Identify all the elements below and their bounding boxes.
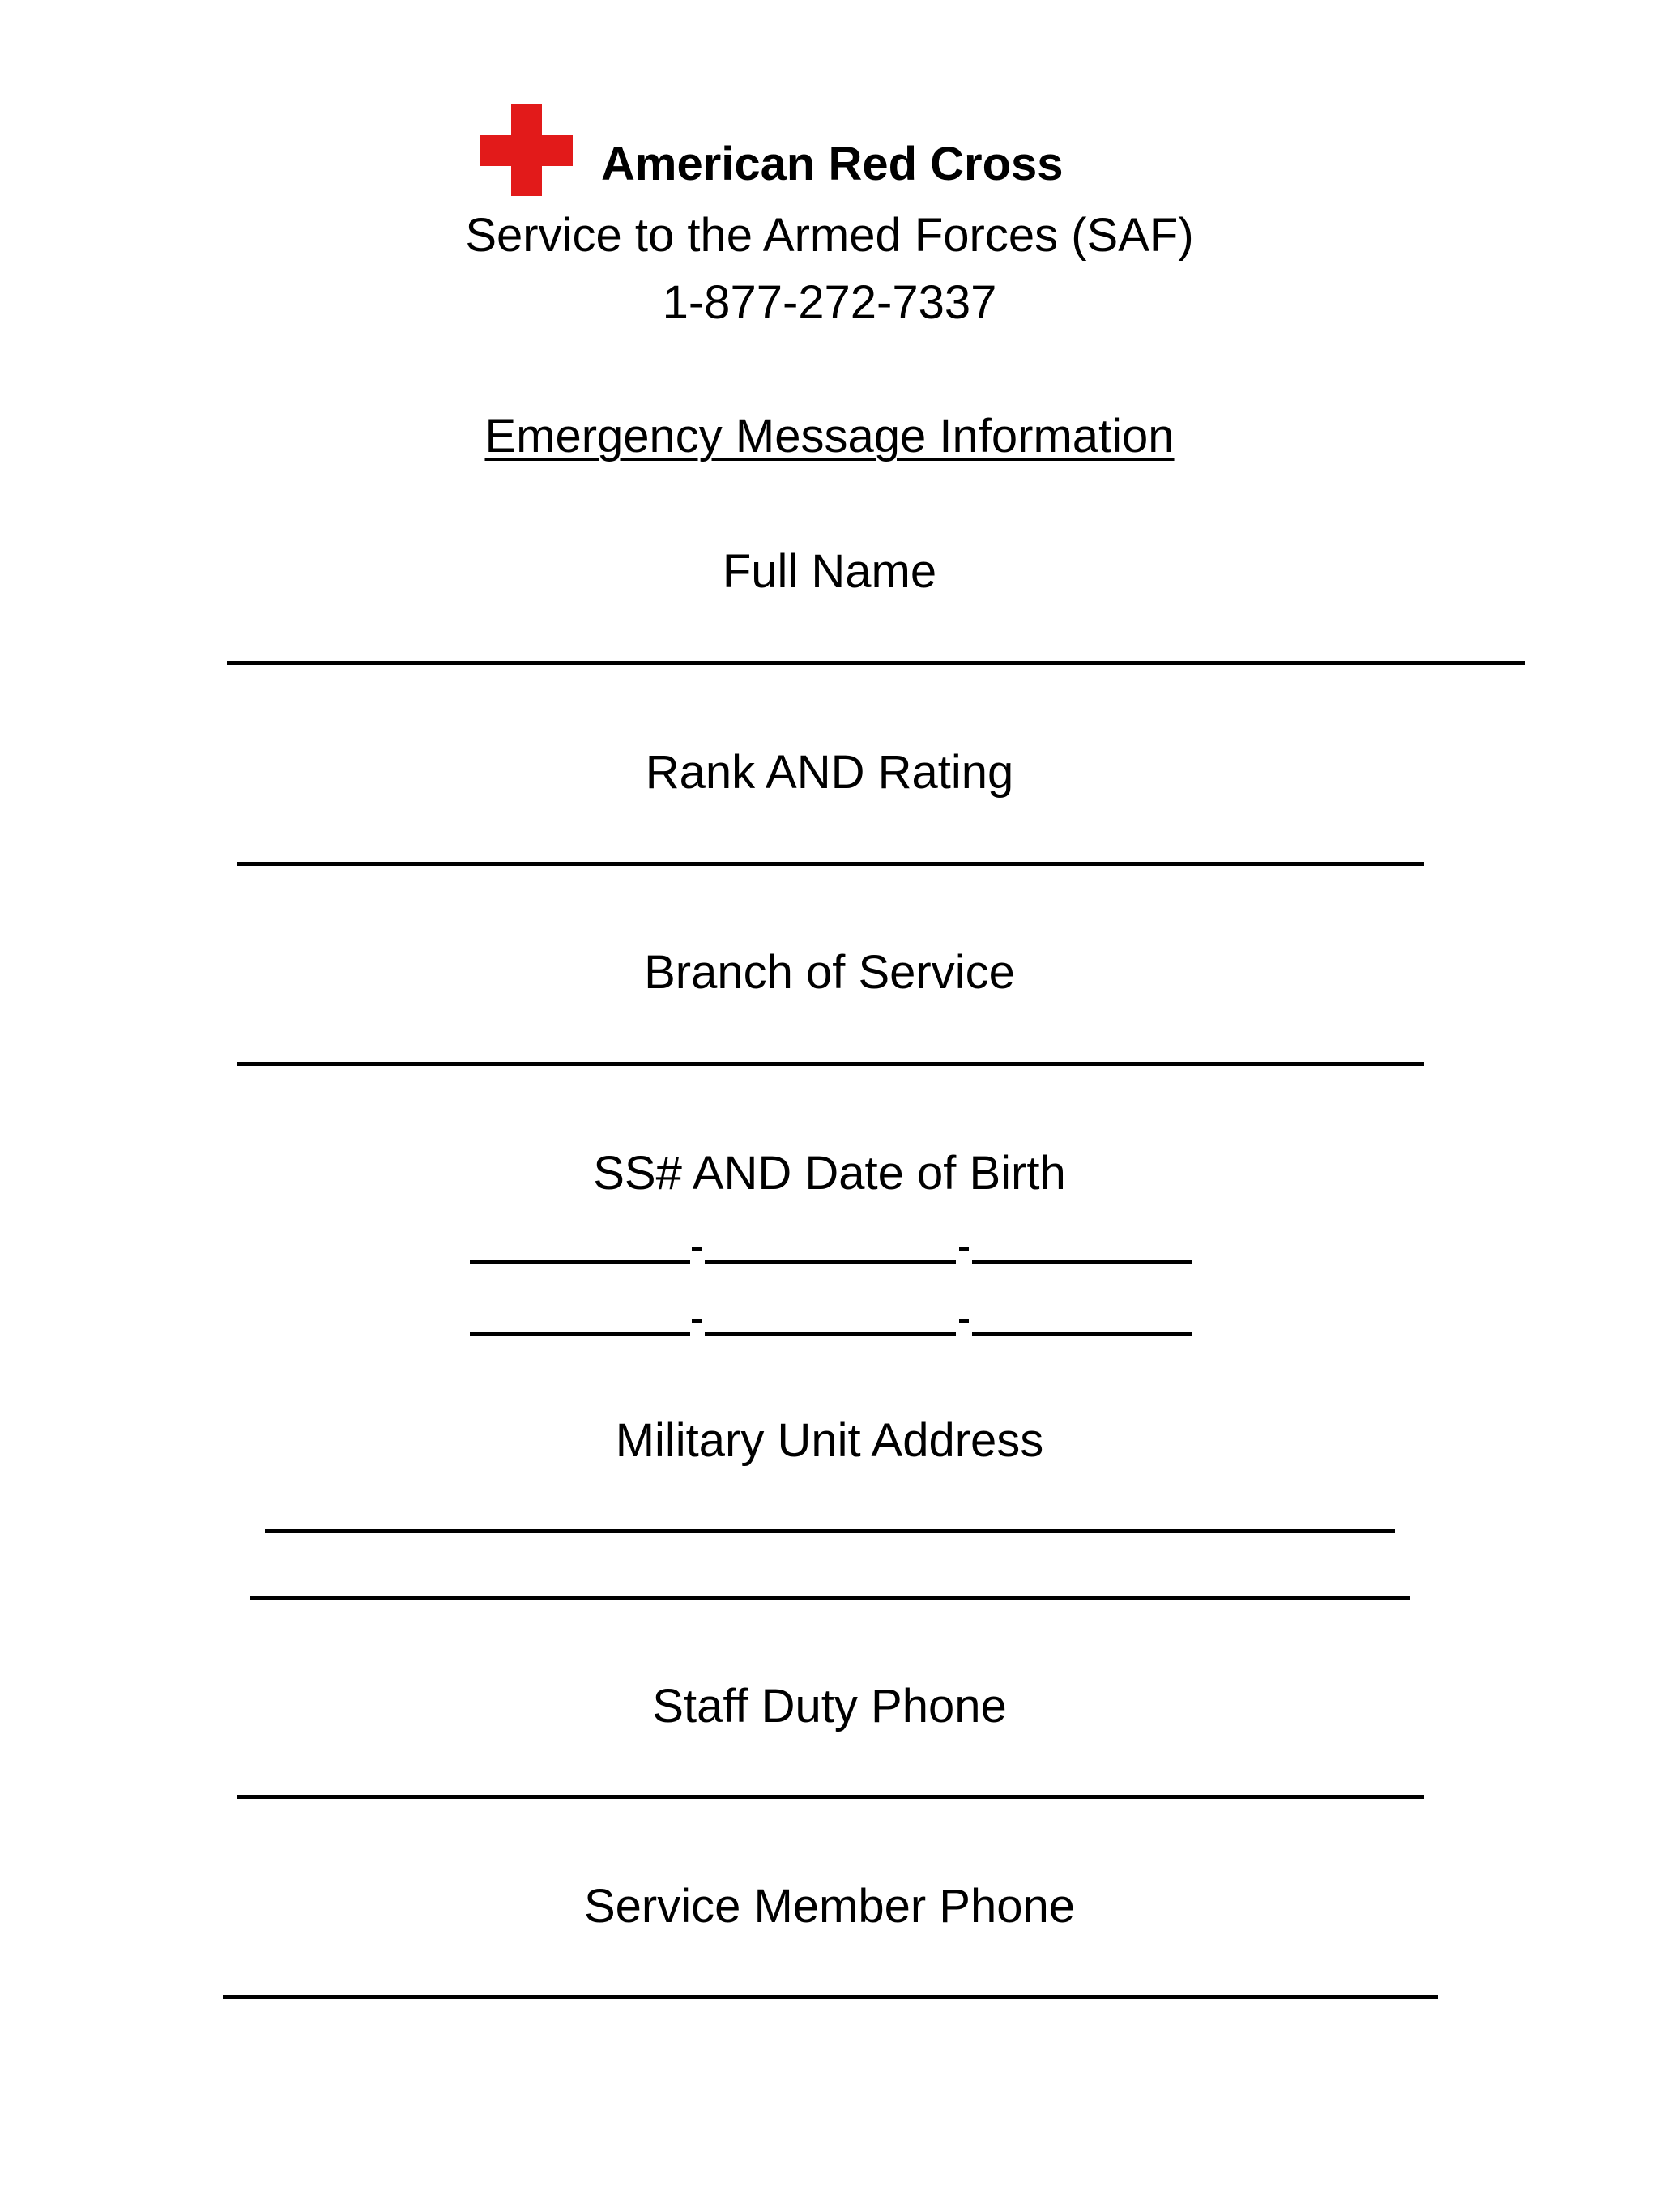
organization-subtitle: Service to the Armed Forces (SAF) <box>465 209 1194 262</box>
rank-rating-label: Rank AND Rating <box>645 746 1014 799</box>
organization-phone: 1-877-272-7337 <box>662 276 997 329</box>
ss-separator-2 <box>959 1247 969 1251</box>
red-cross-horizontal-bar <box>480 135 573 166</box>
unit-address-line-1[interactable] <box>265 1529 1395 1533</box>
unit-address-label: Military Unit Address <box>615 1414 1044 1467</box>
rank-rating-line[interactable] <box>237 862 1424 866</box>
staff-duty-phone-label: Staff Duty Phone <box>652 1680 1007 1733</box>
branch-line[interactable] <box>237 1062 1424 1066</box>
form-title: Emergency Message Information <box>484 410 1175 462</box>
member-phone-line[interactable] <box>223 1995 1438 1999</box>
branch-label: Branch of Service <box>644 946 1015 999</box>
dob-segment-1[interactable] <box>470 1332 690 1336</box>
ss-separator-1 <box>692 1247 702 1251</box>
dob-segment-2[interactable] <box>705 1332 956 1336</box>
ss-dob-label: SS# AND Date of Birth <box>593 1147 1066 1200</box>
member-phone-label: Service Member Phone <box>583 1880 1076 1933</box>
red-cross-icon <box>480 104 573 196</box>
staff-duty-phone-line[interactable] <box>237 1795 1424 1799</box>
dob-segment-3[interactable] <box>972 1332 1192 1336</box>
ss-segment-1[interactable] <box>470 1260 690 1264</box>
ss-segment-2[interactable] <box>705 1260 956 1264</box>
ss-segment-3[interactable] <box>972 1260 1192 1264</box>
full-name-label: Full Name <box>722 545 937 598</box>
dob-separator-1 <box>692 1319 702 1323</box>
unit-address-line-2[interactable] <box>250 1596 1410 1600</box>
organization-name: American Red Cross <box>601 138 1064 190</box>
dob-separator-2 <box>959 1319 969 1323</box>
full-name-line[interactable] <box>227 661 1525 665</box>
